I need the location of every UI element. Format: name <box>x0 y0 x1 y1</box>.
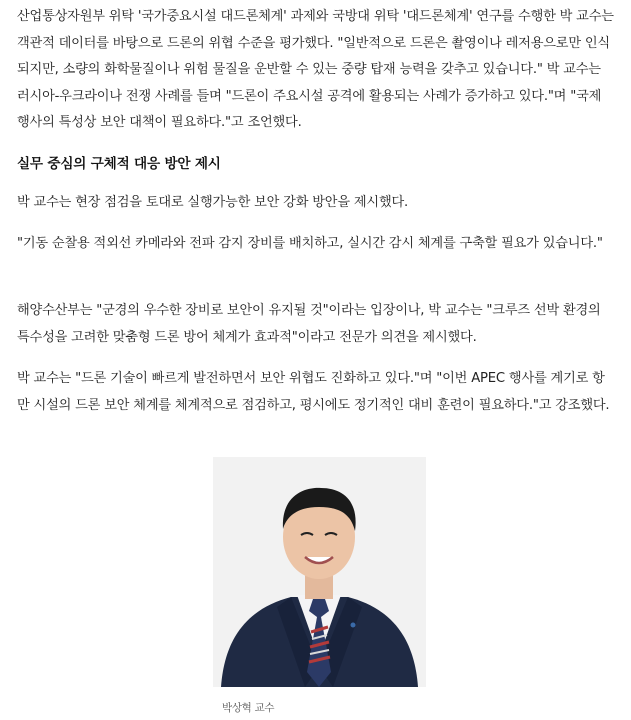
intro-paragraph: 산업통상자원부 위탁 '국가중요시설 대드론체계' 과제와 국방대 위탁 '대드론체계' 연구를 수행한 박 교수는 객관적 데이터를 바탕으로 드론의 위협 수준을 평가했다. "일반적으로 드론은 촬영이나 레저용으로만 인식되지만, 소량의 화학물질이나 위험 물질을 운반할 수 있는 중량 탑재 능력을 갖추고 있습니다." 박 교수는 러시아-우크라이나 전쟁 사례를 들며 "드론이 주요시설 공격에 활용되는 사례가 증가하고 있다."며 "국제 행사의 특성상 보안 대책이 필요하다."고 조언했다. <box>17 9 614 130</box>
section-paragraph-1: 박 교수는 현장 점검을 토대로 실행가능한 보안 강화 방안을 제시했다. <box>17 195 409 210</box>
portrait-illustration <box>213 457 426 687</box>
section-heading: 실무 중심의 구체적 대응 방안 제시 <box>17 156 221 172</box>
conclusion-paragraph: 박 교수는 "드론 기술이 빠르게 발전하면서 보안 위협도 진화하고 있다."며 "이번 APEC 행사를 계기로 항만 시설의 드론 보안 체계를 체계적으로 점검하고, 평시에도 정기적인 대비 훈련이 필요하다."고 강조했다. <box>17 371 610 413</box>
quote-paragraph: "기동 순찰용 적외선 카메라와 전파 감지 장비를 배치하고, 실시간 감시 체계를 구축할 필요가 있습니다." <box>17 236 603 251</box>
photo-caption: 박상혁 교수 <box>222 702 275 714</box>
professor-portrait-photo <box>213 457 426 687</box>
ministry-paragraph: 해양수산부는 "군경의 우수한 장비로 보안이 유지될 것"이라는 입장이나, 박 교수는 "크루즈 선박 환경의 특수성을 고려한 맞춤형 드론 방어 체계가 효과적"이라고 전문가 의견을 제시했다. <box>17 303 601 345</box>
